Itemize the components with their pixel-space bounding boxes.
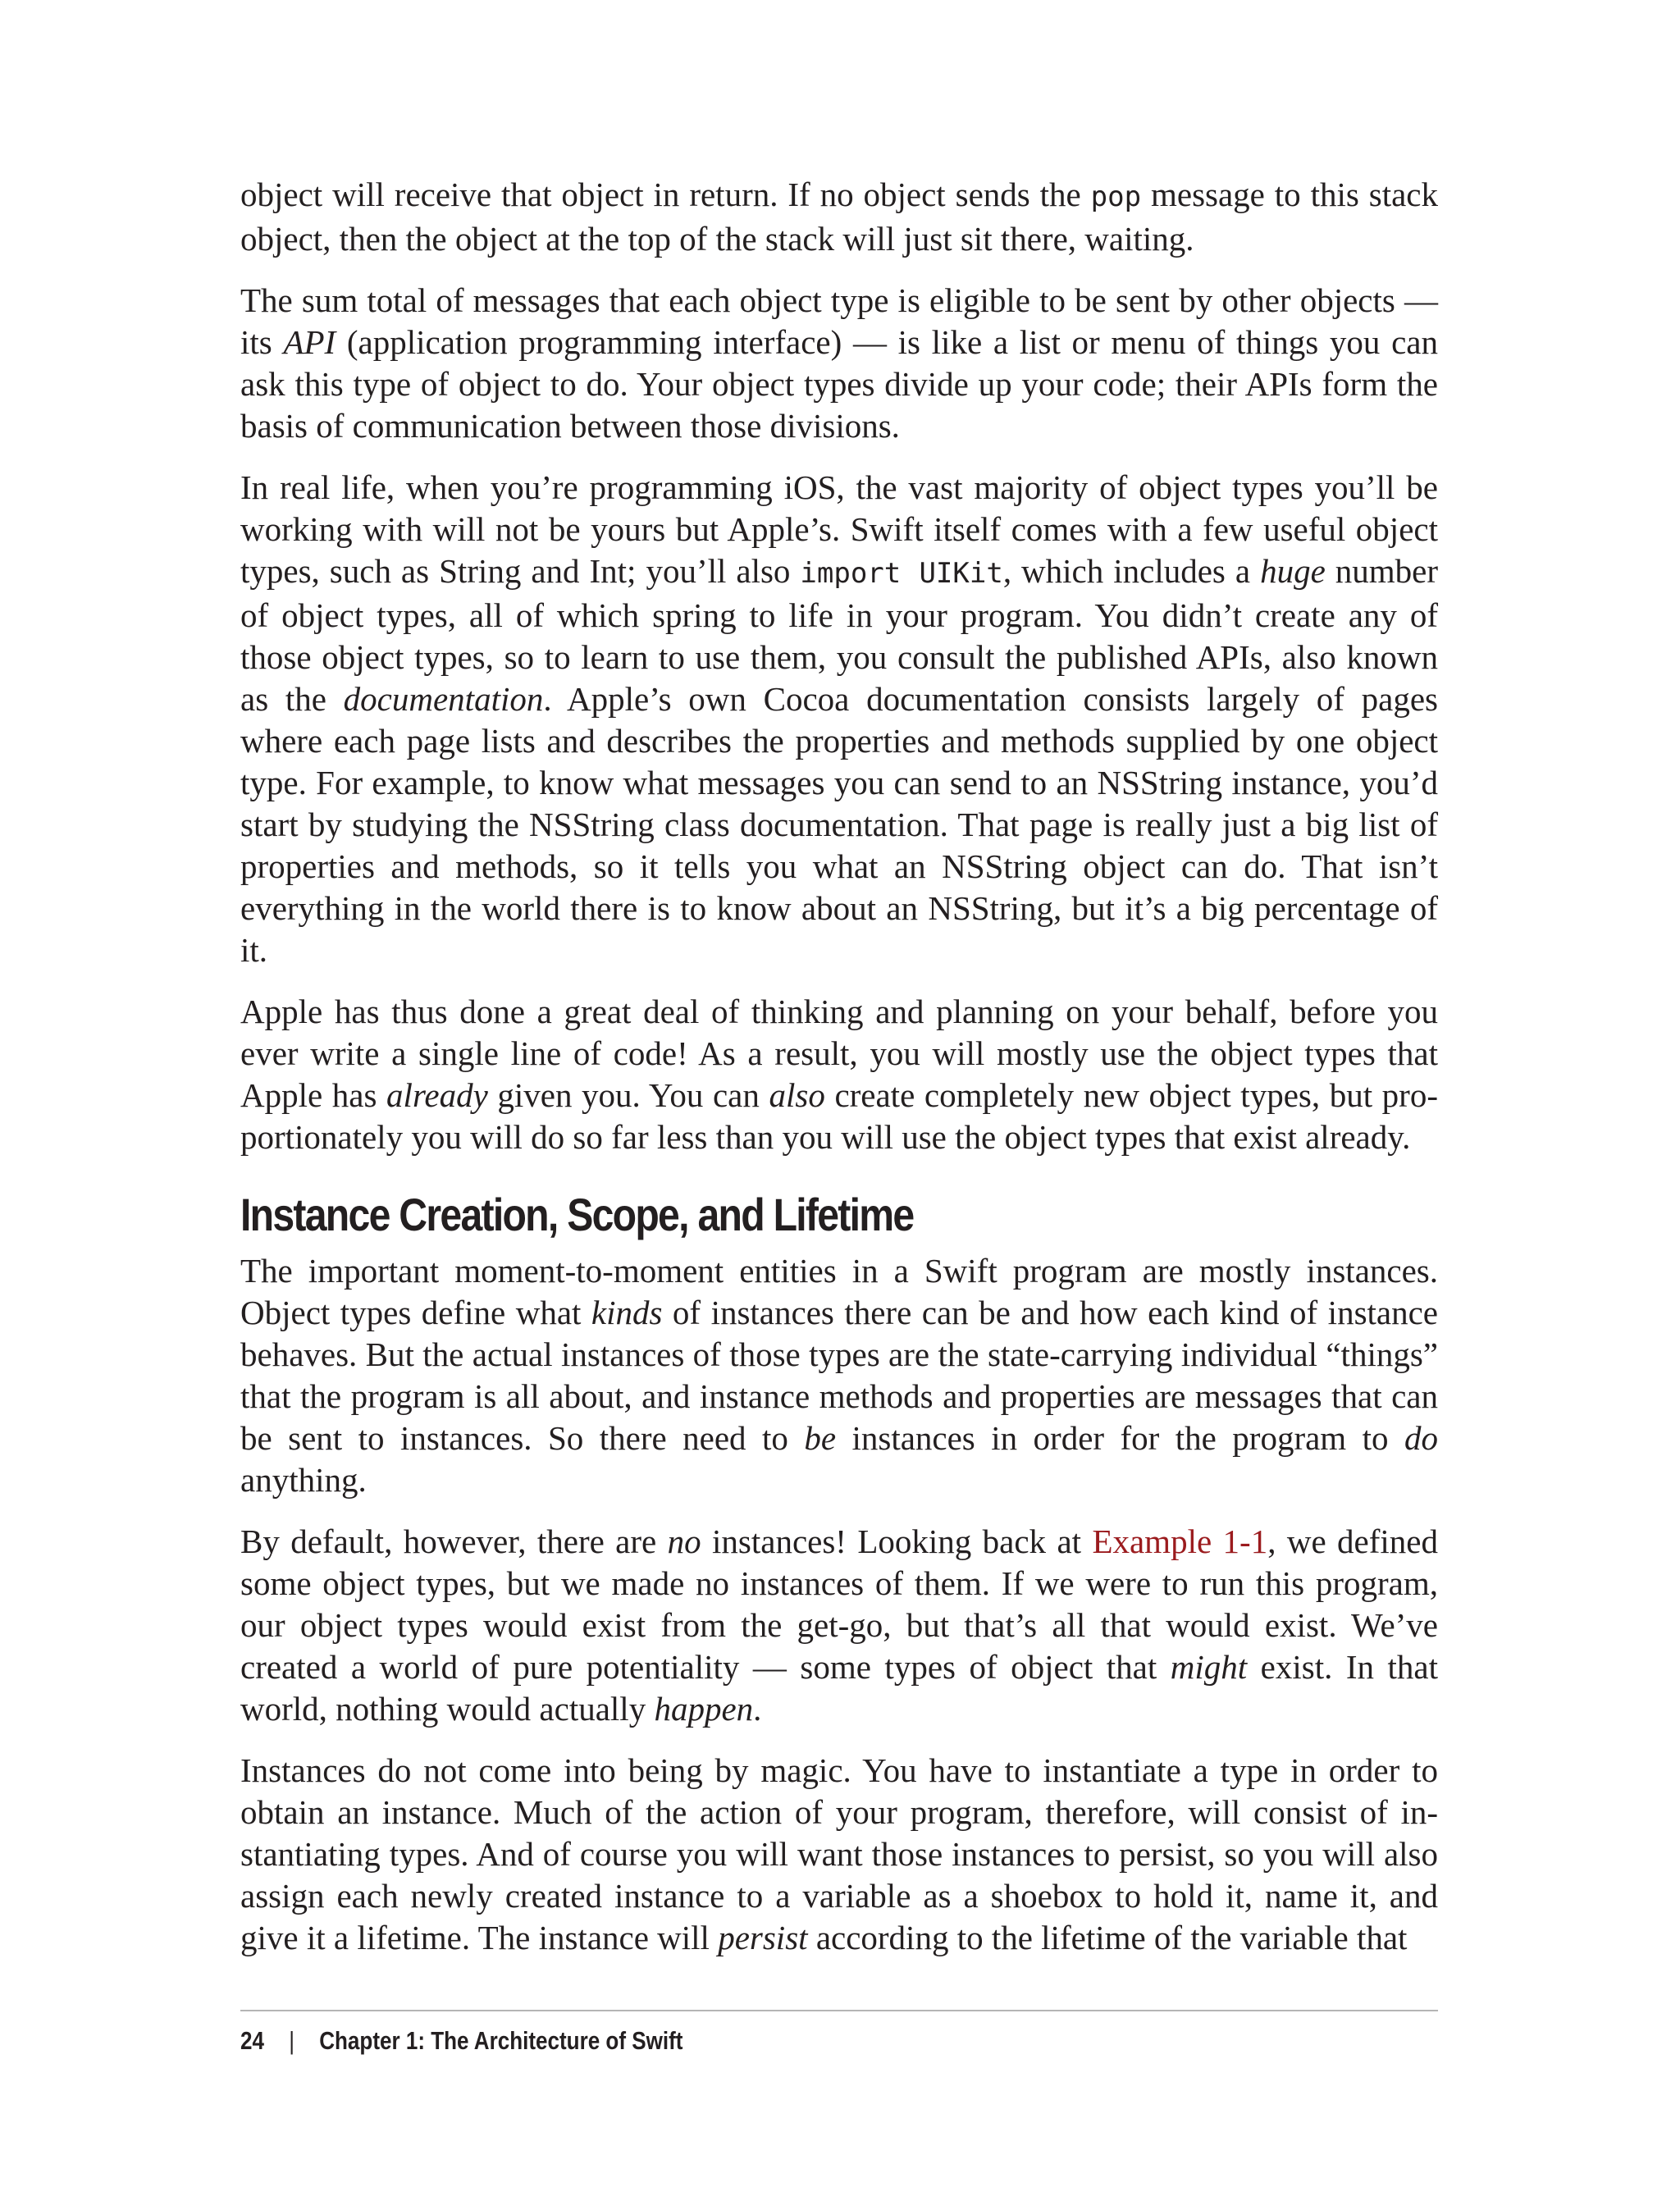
- text-run: The sum total of messages that each object type is eligible to be sent by other objects — its: [240, 281, 1438, 361]
- text-run: Apple has thus done a great deal of thinking and planning on your behalf, before you ever write a single line of code! As a result, you will mostly use the object types that Apple has: [240, 993, 1438, 1114]
- paragraph-1: [240, 174, 1438, 260]
- text-run: . Apple’s own Cocoa documentation consists largely of pages where each page lists and describes the properties and methods supplied by one object type. For example, to know what messages you can send to an NSString instance, you’d start by studying the NSString class documentation. That page is really just a big list of properties and methods, so it tells you what an NSString object can do. That isn’t everything in the world there is to know about an NSString, but it’s a big percentage of it.: [240, 680, 1439, 969]
- paragraph-5: [240, 1250, 1438, 1501]
- text-run: of instances there can be and how each kind of instance behaves. But the actual instances of those types are the state-carrying individual “things” that the program is all about, and instance methods and properties are messages that can be sent to instances. So there need to: [240, 1294, 1439, 1457]
- text-run: exist. In that world, nothing would actually: [240, 1648, 1438, 1728]
- paragraph-6: [240, 1521, 1438, 1730]
- emphasis: do: [1404, 1419, 1438, 1457]
- text-run: message to this stack object, then the object at the top of the stack will just sit there, waiting.: [240, 176, 1438, 258]
- example-1-1-link[interactable]: Example 1-1: [1092, 1522, 1268, 1560]
- emphasis: also: [769, 1076, 825, 1114]
- text-run: , we defined some object types, but we made no instances of them. If we were to run this program, our object types would exist from the get-go, but that’s all that would exist. We’ve created a world of pure potentiality — some types of object that: [240, 1522, 1438, 1686]
- emphasis: documentation: [343, 680, 544, 718]
- emphasis: be: [804, 1419, 837, 1457]
- text-run: instances in order for the program to: [836, 1419, 1404, 1457]
- text-run: instances! Looking back at: [701, 1522, 1093, 1560]
- paragraph-2: [240, 280, 1438, 447]
- emphasis: huge: [1260, 552, 1326, 590]
- text-run: number of object types, all of which spring to life in your program. You didn’t create any of those object types, so to learn to use them, you consult the published APIs, also known as the: [240, 552, 1439, 718]
- text-run: By default, however, there are: [240, 1522, 668, 1560]
- page-footer: [240, 2010, 1438, 2056]
- text-run: Instances do not come into being by magic. You have to instantiate a type in order to obtain an instance. Much of the action of your program, therefore, will consist of instantiating types. And of course you will want those instances to persist, so you will also assign each newly created instance to a variable as a shoebox to hold it, name it, and give it a lifetime. The instance will: [240, 1751, 1438, 1956]
- emphasis: no: [667, 1522, 701, 1560]
- emphasis: happen: [654, 1690, 754, 1728]
- text-run: anything.: [240, 1461, 367, 1499]
- emphasis: already: [386, 1076, 488, 1114]
- text-run: according to the lifetime of the variable that: [807, 1919, 1408, 1956]
- paragraph-4: [240, 991, 1438, 1158]
- text-run: In real life, when you’re programming iOS, the vast majority of object types you’ll be working with will not be yours but Apple’s. Swift itself comes with a few useful object types, such as String and Int; you’ll also: [240, 468, 1438, 590]
- footer-separator: |: [289, 2026, 294, 2055]
- text-run: , which includes a: [1002, 552, 1261, 590]
- emphasis: persist: [718, 1919, 808, 1956]
- footer-line: [240, 2026, 682, 2056]
- code-inline: pop: [1090, 180, 1142, 213]
- chapter-title: Chapter 1: The Architecture of Swift: [319, 2026, 683, 2055]
- emphasis: might: [1170, 1648, 1248, 1686]
- paragraph-3: [240, 467, 1438, 971]
- text-run: .: [753, 1690, 762, 1728]
- emphasis: kinds: [591, 1294, 663, 1331]
- text-run: given you. You can: [487, 1076, 769, 1114]
- text-run: (application programming interface) — is like a list or menu of things you can ask this type of object to do. Your object types divide up your code; their APIs form the basis of communication between those divisions.: [240, 323, 1438, 445]
- emphasis: API: [283, 323, 336, 361]
- text-run: object will receive that object in return. If no object sends the: [240, 176, 1091, 213]
- page-number: 24: [240, 2026, 264, 2055]
- text-run: The important moment-to-moment entities in a Swift program are mostly instances. Object types define what: [240, 1252, 1438, 1331]
- page-content: [240, 174, 1438, 1979]
- code-inline: import UIKit: [800, 557, 1003, 590]
- section-heading: Instance Creation, Scope, and Lifetime: [240, 1189, 914, 1240]
- text-run: create completely new object types, but proportionately you will do so far less than you will use the object types that exist already.: [240, 1076, 1438, 1156]
- paragraph-7: [240, 1750, 1438, 1959]
